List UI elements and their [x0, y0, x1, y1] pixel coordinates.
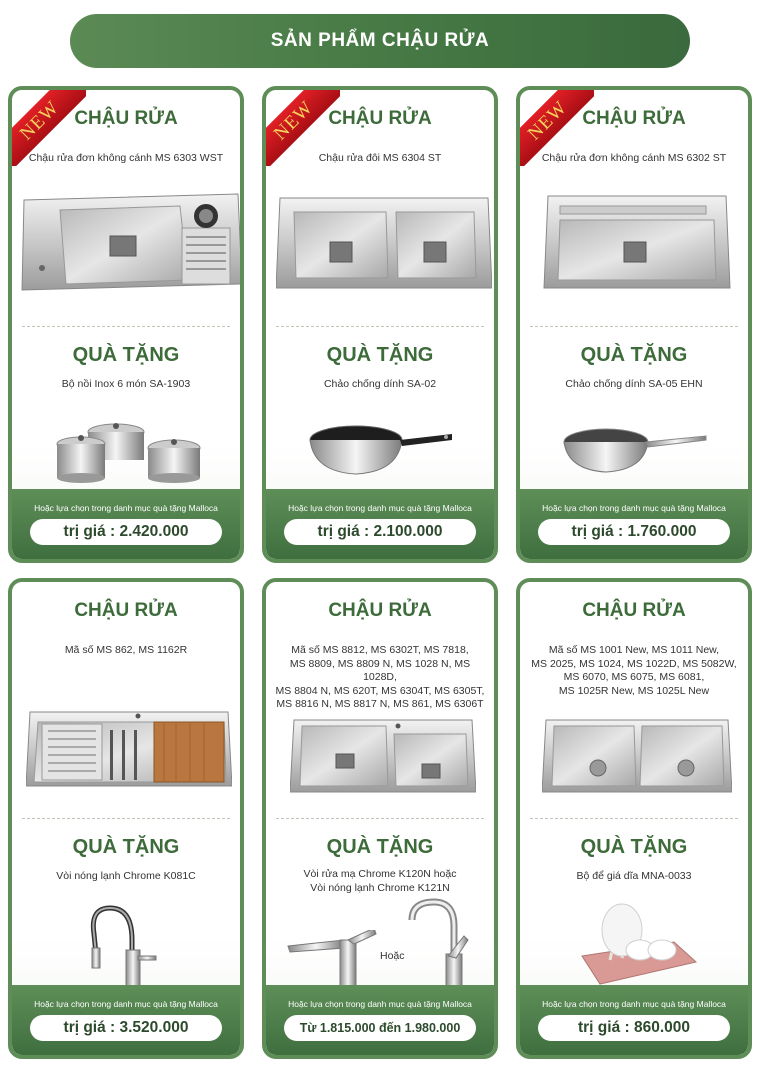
- sink-image: [20, 188, 242, 298]
- faucet-image: [404, 896, 480, 992]
- gift-name: Chảo chống dính SA-05 EHN: [565, 378, 703, 390]
- footer-note: Hoặc lựa chọn trong danh mục quà tặng Malloca: [34, 503, 218, 513]
- product-name: Mã số MS 862, MS 1162R: [64, 644, 188, 656]
- footer-note: Hoặc lựa chọn trong danh mục quà tặng Malloca: [542, 999, 726, 1009]
- new-ribbon: NEW: [8, 86, 86, 166]
- card-footer: [520, 985, 748, 1055]
- gift-title: QUÀ TẶNG: [580, 836, 688, 858]
- card-title: CHẬU RỬA: [74, 108, 178, 129]
- price-badge: trị giá : 3.520.000: [30, 1015, 222, 1041]
- gift-title: QUÀ TẶNG: [326, 836, 434, 858]
- dish-rack-image: [570, 900, 700, 986]
- faucet-image: [84, 894, 174, 998]
- divider: [276, 326, 484, 327]
- footer-note: Hoặc lựa chọn trong danh mục quà tặng Malloca: [542, 503, 726, 513]
- gift-title: QUÀ TẶNG: [326, 344, 434, 366]
- gift-title: QUÀ TẶNG: [72, 344, 180, 366]
- price-badge: trị giá : 860.000: [538, 1015, 730, 1041]
- or-label: Hoặc: [380, 950, 405, 962]
- gift-title: QUÀ TẶNG: [72, 836, 180, 858]
- price-badge: trị giá : 2.420.000: [30, 519, 222, 545]
- product-name: Chậu rửa đơn không cánh MS 6302 ST: [541, 152, 727, 164]
- product-card-4[interactable]: [8, 578, 244, 1059]
- product-card-1[interactable]: [8, 86, 244, 563]
- card-footer: [12, 985, 240, 1055]
- price-badge: trị giá : 2.100.000: [284, 519, 476, 545]
- divider: [276, 818, 484, 819]
- divider: [530, 326, 738, 327]
- sink-image: [26, 706, 232, 792]
- frying-pan-image: [306, 416, 456, 486]
- product-card-3[interactable]: [516, 86, 752, 563]
- product-name: Chậu rửa đôi MS 6304 ST: [318, 152, 442, 164]
- price-badge: trị giá : 1.760.000: [538, 519, 730, 545]
- gift-title: QUÀ TẶNG: [580, 344, 688, 366]
- card-title: CHẬU RỬA: [582, 600, 686, 621]
- card-title: CHẬU RỬA: [74, 600, 178, 621]
- product-name: Chậu rửa đơn không cánh MS 6303 WST: [28, 152, 224, 164]
- banner-title: SẢN PHẨM CHẬU RỬA: [270, 30, 490, 51]
- divider: [22, 818, 230, 819]
- footer-note: Hoặc lựa chọn trong danh mục quà tặng Malloca: [34, 999, 218, 1009]
- frying-pan-image: [560, 420, 710, 480]
- gift-name: Bộ nồi Inox 6 món SA-1903: [61, 378, 191, 390]
- footer-note: Hoặc lựa chọn trong danh mục quà tặng Malloca: [288, 999, 472, 1009]
- card-footer: [12, 489, 240, 559]
- sink-image: [542, 190, 732, 302]
- card-footer: [520, 489, 748, 559]
- price-badge: Từ 1.815.000 đến 1.980.000: [284, 1015, 476, 1041]
- product-card-5[interactable]: [262, 578, 498, 1059]
- product-card-6[interactable]: [516, 578, 752, 1059]
- product-card-2[interactable]: [262, 86, 498, 563]
- new-ribbon: NEW: [262, 86, 340, 166]
- card-title: CHẬU RỬA: [328, 600, 432, 621]
- pot-set-image: [46, 410, 216, 490]
- card-footer: [266, 985, 494, 1055]
- gift-name: Vòi nóng lạnh Chrome K081C: [56, 870, 196, 882]
- sink-image: [290, 716, 476, 796]
- sink-image: [276, 190, 492, 300]
- faucet-image: [284, 930, 380, 992]
- product-codes: Mã số MS 1001 New, MS 1011 New, MS 2025, MS 1024, MS 1022D, MS 5082W, MS 6070, MS 6075, MS 6081, MS 1025R New, MS 1025L New: [531, 644, 737, 697]
- divider: [530, 818, 738, 819]
- section-banner: [70, 14, 690, 68]
- gift-name: Vòi rửa mạ Chrome K120N hoặc Vòi nóng lạnh Chrome K121N: [303, 868, 457, 894]
- footer-note: Hoặc lựa chọn trong danh mục quà tặng Malloca: [288, 503, 472, 513]
- divider: [22, 326, 230, 327]
- card-title: CHẬU RỬA: [582, 108, 686, 129]
- card-title: CHẬU RỬA: [328, 108, 432, 129]
- gift-name: Chảo chống dính SA-02: [323, 378, 437, 390]
- product-codes: Mã số MS 8812, MS 6302T, MS 7818, MS 8809, MS 8809 N, MS 1028 N, MS 1028D, MS 8804 N, MS 620T, MS 6304T, MS 6305T, MS 8816 N, MS 8817 N, MS 861, MS 6306T: [275, 644, 485, 710]
- card-footer: [266, 489, 494, 559]
- new-ribbon: NEW: [516, 86, 594, 166]
- gift-name: Bộ để giá dĩa MNA-0033: [576, 870, 692, 882]
- sink-image: [542, 716, 732, 796]
